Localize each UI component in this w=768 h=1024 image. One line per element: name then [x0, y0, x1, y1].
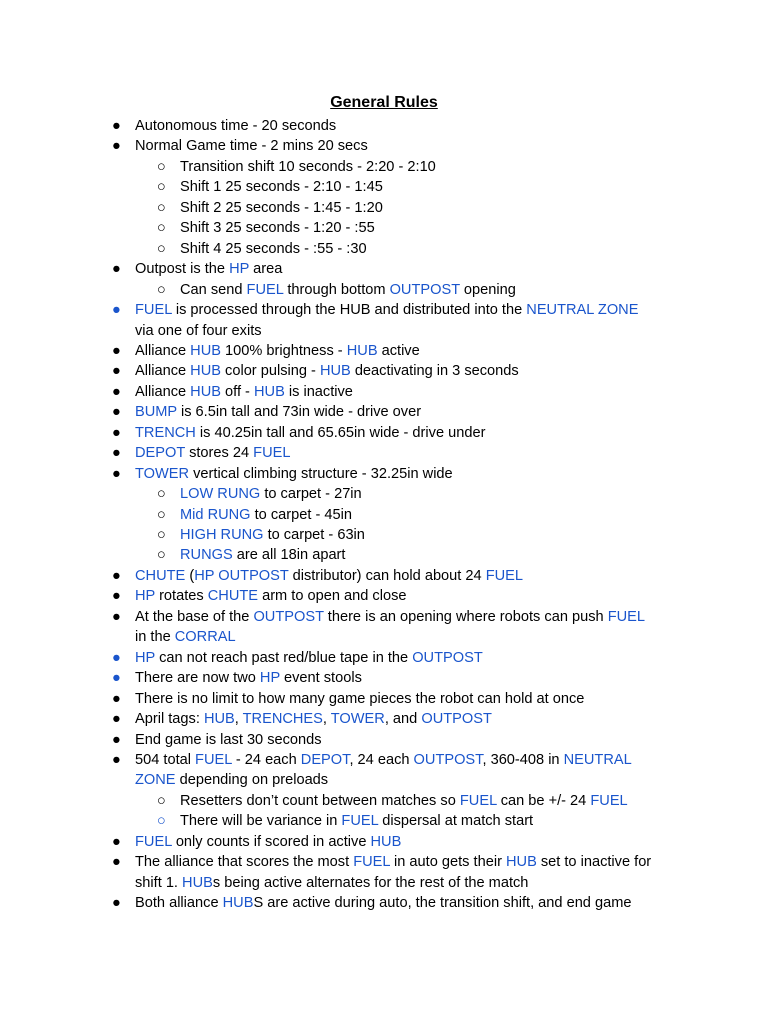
keyword-text: FUEL — [607, 608, 645, 625]
bullet-dot-icon: ● — [112, 751, 121, 768]
rule-text: End game is last 30 seconds — [135, 731, 322, 748]
rule-text: - 24 each — [231, 751, 301, 768]
list-item — [180, 545, 345, 565]
bullet-dot-icon: ● — [112, 731, 121, 748]
keyword-text: CHUTE — [207, 588, 259, 605]
list-item — [135, 402, 421, 422]
bullet-dot-icon: ● — [112, 383, 121, 400]
keyword-text: FUEL — [253, 445, 291, 462]
rule-text: active — [377, 342, 420, 359]
rule-text: Both alliance — [135, 895, 223, 912]
rule-text: The alliance that scores the most — [135, 854, 354, 871]
keyword-text: TRENCH — [135, 424, 196, 441]
list-item — [135, 136, 368, 156]
list-item-continuation — [135, 321, 262, 341]
list-item — [135, 586, 407, 606]
bullet-dot-icon: ● — [112, 445, 121, 462]
list-item — [135, 893, 632, 913]
keyword-text: CORRAL — [174, 629, 236, 646]
keyword-text: FUEL — [135, 833, 172, 850]
rule-text: is processed through the HUB and distributed into the — [171, 302, 527, 319]
list-item — [135, 852, 651, 872]
rule-text: can not reach past red/blue tape in the — [155, 649, 413, 666]
keyword-text: FUEL — [341, 813, 379, 830]
rule-text: can be +/- 24 — [496, 792, 591, 809]
bullet-circle-icon: ○ — [157, 813, 166, 830]
rule-text: stores 24 — [185, 445, 254, 462]
keyword-text: BUMP — [135, 404, 177, 421]
list-item — [180, 198, 383, 218]
keyword-text: HUB — [203, 711, 235, 728]
rule-text: ( — [185, 567, 195, 584]
rule-text: color pulsing - — [220, 363, 320, 380]
bullet-circle-icon: ○ — [157, 547, 166, 564]
keyword-text: HP — [229, 261, 250, 278]
list-item — [135, 648, 483, 668]
rule-text: arm to open and close — [258, 588, 407, 605]
keyword-text: FUEL — [246, 281, 284, 298]
bullet-dot-icon: ● — [112, 424, 121, 441]
keyword-text: FUEL — [459, 792, 497, 809]
rule-text: distributor) can hold about 24 — [288, 567, 486, 584]
rule-text: Normal Game time - 2 mins 20 secs — [135, 138, 368, 155]
keyword-text: CHUTE — [135, 567, 186, 584]
list-item-continuation — [135, 770, 328, 790]
rule-text: , — [322, 711, 331, 728]
rule-text: are all 18in apart — [232, 547, 346, 564]
rule-text: 504 total — [135, 751, 196, 768]
rule-text: via one of four exits — [135, 322, 262, 339]
rule-text: Shift 3 25 seconds - 1:20 - :55 — [180, 220, 375, 237]
list-item — [135, 423, 485, 443]
keyword-text: HUB — [190, 383, 221, 400]
list-item — [135, 750, 632, 770]
rule-text: Shift 1 25 seconds - 2:10 - 1:45 — [180, 179, 383, 196]
rule-text: 100% brightness - — [220, 342, 347, 359]
keyword-text: LOW RUNG — [180, 486, 261, 503]
keyword-text: FUEL — [195, 751, 232, 768]
rule-text: in auto gets their — [389, 854, 506, 871]
rule-text: to carpet - 27in — [260, 486, 362, 503]
rule-text: At the base of the — [135, 608, 254, 625]
keyword-text: HUB — [505, 854, 537, 871]
keyword-text: OUTPOST — [412, 649, 483, 666]
rule-text: April tags: — [135, 711, 204, 728]
rule-text: event stools — [279, 670, 362, 687]
list-item — [180, 484, 362, 504]
bullet-dot-icon: ● — [112, 649, 121, 666]
list-item — [135, 300, 638, 320]
bullet-dot-icon: ● — [112, 342, 121, 359]
keyword-text: HP OUTPOST — [194, 567, 289, 584]
bullet-circle-icon: ○ — [157, 220, 166, 237]
rule-text: is 6.5in tall and 73in wide - drive over — [176, 404, 422, 421]
list-item — [135, 607, 645, 627]
keyword-text: HUB — [222, 895, 254, 912]
rule-text: There are now two — [135, 670, 260, 687]
keyword-text: FUEL — [590, 792, 628, 809]
rule-text: Shift 4 25 seconds - :55 - :30 — [180, 240, 367, 257]
rule-text: Outpost is the — [135, 261, 230, 278]
keyword-text: TRENCHES — [242, 711, 323, 728]
bullet-circle-icon: ○ — [157, 506, 166, 523]
rule-text: Alliance — [135, 342, 191, 359]
keyword-text: Mid RUNG — [180, 506, 251, 523]
rule-text: to carpet - 45in — [250, 506, 352, 523]
list-item — [180, 791, 628, 811]
keyword-text: HUB — [346, 342, 378, 359]
list-item — [180, 239, 367, 259]
rule-text: there is an opening where robots can push — [323, 608, 608, 625]
keyword-text: HIGH RUNG — [180, 527, 264, 543]
bullet-dot-icon: ● — [112, 670, 121, 687]
list-item — [135, 832, 401, 852]
rule-text: Alliance — [135, 363, 191, 380]
rule-text: S are active during auto, the transition shift, and end game — [253, 895, 632, 912]
list-item — [135, 259, 282, 279]
keyword-text: HP — [135, 588, 156, 605]
rule-text: only counts if scored in active — [171, 833, 371, 850]
keyword-text: FUEL — [135, 302, 172, 319]
keyword-text: HP — [135, 649, 156, 666]
rule-text: in the — [135, 629, 175, 646]
list-item — [135, 730, 322, 750]
rule-text: is 40.25in tall and 65.65in wide - drive under — [195, 424, 486, 441]
list-item-continuation — [135, 873, 528, 893]
bullet-circle-icon: ○ — [157, 158, 166, 175]
keyword-text: HUB — [253, 383, 285, 400]
keyword-text: ZONE — [135, 772, 176, 789]
bullet-dot-icon: ● — [112, 711, 121, 728]
rule-text: Resetters don’t count between matches so — [180, 792, 460, 809]
keyword-text: TOWER — [135, 465, 190, 482]
list-item — [180, 157, 436, 177]
bullet-circle-icon: ○ — [157, 486, 166, 503]
list-item — [135, 116, 336, 136]
rule-text: Alliance — [135, 383, 191, 400]
keyword-text: TOWER — [330, 711, 385, 728]
keyword-text: FUEL — [353, 854, 390, 871]
rule-text: Transition shift 10 seconds - 2:20 - 2:10 — [180, 158, 436, 175]
rule-text: through bottom — [283, 281, 390, 298]
list-item — [135, 668, 362, 688]
rule-text: , and — [384, 711, 422, 728]
bullet-circle-icon: ○ — [157, 281, 166, 298]
bullet-dot-icon: ● — [112, 854, 121, 871]
rule-text: area — [249, 261, 283, 278]
bullet-dot-icon: ● — [112, 261, 121, 278]
rule-text: depending on preloads — [175, 772, 329, 789]
list-item — [180, 280, 516, 300]
bullet-dot-icon: ● — [112, 302, 121, 319]
keyword-text: OUTPOST — [413, 751, 483, 768]
rule-text: There will be variance in — [180, 813, 342, 830]
rule-text: Can send — [180, 281, 247, 298]
keyword-text: HUB — [190, 363, 221, 380]
rule-text: s being active alternates for the rest of the match — [212, 874, 529, 891]
rule-text: dispersal at match start — [378, 813, 534, 830]
bullet-dot-icon: ● — [112, 363, 121, 380]
rule-text: , 24 each — [349, 751, 414, 768]
rule-text: vertical climbing structure - 32.25in wide — [189, 465, 453, 482]
keyword-text: OUTPOST — [421, 711, 492, 728]
keyword-text: HUB — [190, 342, 221, 359]
rule-text: Autonomous time - 20 seconds — [135, 118, 337, 134]
bullet-circle-icon: ○ — [157, 179, 166, 196]
rule-text: , — [234, 711, 243, 728]
bullet-circle-icon: ○ — [157, 792, 166, 809]
list-item — [180, 505, 352, 525]
keyword-text: OUTPOST — [253, 608, 324, 625]
page-title: General Rules — [330, 94, 438, 111]
rule-text: , 360-408 in — [482, 751, 564, 768]
bullet-circle-icon: ○ — [157, 199, 166, 216]
list-item — [180, 525, 365, 545]
rule-text: There is no limit to how many game pieces the robot can hold at once — [135, 690, 585, 707]
bullet-dot-icon: ● — [112, 118, 121, 134]
bullet-dot-icon: ● — [112, 895, 121, 912]
list-item — [135, 341, 420, 361]
bullet-circle-icon: ○ — [157, 240, 166, 257]
rule-text: shift 1. — [135, 874, 183, 891]
keyword-text: NEUTRAL ZONE — [526, 302, 639, 319]
rule-text: to carpet - 63in — [263, 527, 365, 543]
rule-text: deactivating in 3 seconds — [350, 363, 519, 380]
keyword-text: HUB — [319, 363, 351, 380]
list-item — [180, 811, 533, 831]
list-item — [135, 689, 584, 709]
bullet-dot-icon: ● — [112, 138, 121, 155]
rule-text: rotates — [155, 588, 208, 605]
rule-text: is inactive — [284, 383, 353, 400]
keyword-text: FUEL — [485, 567, 523, 584]
keyword-text: HUB — [182, 874, 213, 891]
list-item — [135, 382, 353, 402]
list-item-continuation — [135, 627, 236, 647]
rule-text: opening — [459, 281, 516, 298]
rule-text: off - — [220, 383, 254, 400]
list-item — [135, 443, 290, 463]
bullet-dot-icon: ● — [112, 404, 121, 421]
list-item — [180, 218, 375, 238]
list-item — [135, 709, 492, 729]
rule-text: Shift 2 25 seconds - 1:45 - 1:20 — [180, 199, 383, 216]
list-item — [180, 177, 383, 197]
keyword-text: OUTPOST — [389, 281, 460, 298]
bullet-dot-icon: ● — [112, 588, 121, 605]
rule-text: set to inactive for — [536, 854, 652, 871]
keyword-text: DEPOT — [135, 445, 186, 462]
bullet-circle-icon: ○ — [157, 527, 166, 543]
bullet-dot-icon: ● — [112, 833, 121, 850]
keyword-text: NEUTRAL — [563, 751, 632, 768]
keyword-text: HP — [259, 670, 280, 687]
list-item — [135, 361, 519, 381]
bullet-dot-icon: ● — [112, 690, 121, 707]
list-item — [135, 566, 523, 586]
bullet-dot-icon: ● — [112, 608, 121, 625]
keyword-text: HUB — [370, 833, 402, 850]
keyword-text: RUNGS — [180, 547, 233, 564]
list-item — [135, 464, 453, 484]
bullet-dot-icon: ● — [112, 567, 121, 584]
bullet-dot-icon: ● — [112, 465, 121, 482]
keyword-text: DEPOT — [300, 751, 350, 768]
